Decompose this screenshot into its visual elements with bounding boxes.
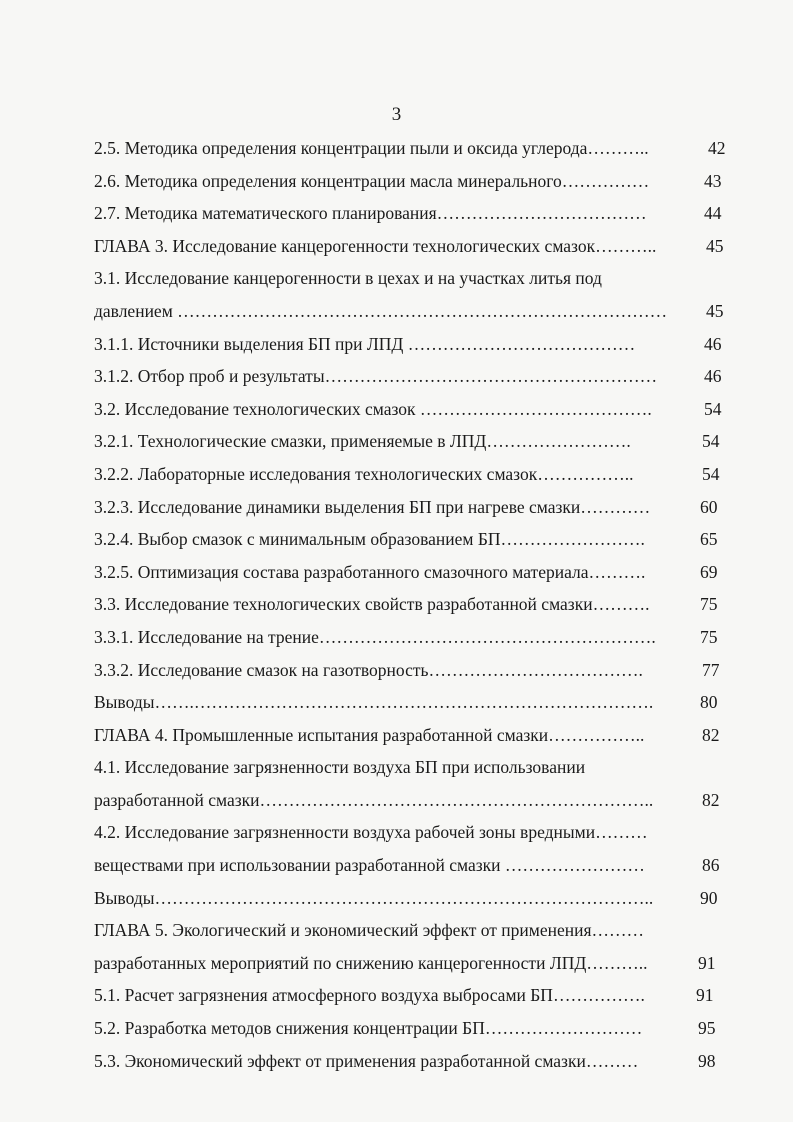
toc-entry-title: 3.2.4. Выбор смазок с минимальным образованием БП…………………….	[94, 529, 645, 550]
toc-entry-title: 3.3.1. Исследование на трение………………………………………………….	[94, 626, 656, 647]
toc-entry-page: 91	[696, 985, 714, 1006]
toc-entry-page: 54	[702, 463, 720, 484]
toc-entry	[94, 788, 734, 821]
toc-entry	[94, 495, 734, 528]
toc-entry-title: 5.3. Экономический эффект от применения разработанной смазки………	[94, 1050, 639, 1071]
toc-entry-title: ГЛАВА 3. Исследование канцерогенности технологических смазок………..	[94, 235, 657, 256]
toc-entry-page: 91	[698, 952, 716, 973]
toc-entry-page: 44	[704, 203, 722, 224]
toc-entry-page: 45	[706, 300, 724, 321]
toc-entry	[94, 462, 734, 495]
toc-entry-title: 5.1. Расчет загрязнения атмосферного воздуха выбросами БП…………….	[94, 985, 645, 1006]
toc-entry-title: 3.3. Исследование технологических свойств разработанной смазки……….	[94, 594, 650, 615]
toc-entry-page: 90	[700, 887, 718, 908]
toc-entry-title: 2.5. Методика определения концентрации пыли и оксида углерода………..	[94, 138, 649, 158]
toc-entry-page: 75	[700, 594, 718, 615]
toc-entry-title: 4.1. Исследование загрязненности воздуха БП при использовании	[94, 757, 586, 778]
toc-entry-page: 86	[702, 855, 720, 876]
toc-entry	[94, 592, 734, 625]
toc-entry-page: 77	[702, 659, 720, 680]
toc-entry-page: 69	[700, 561, 718, 582]
toc-entry	[94, 1049, 734, 1082]
toc-entry	[94, 332, 734, 365]
toc-entry	[94, 364, 734, 397]
toc-entry	[94, 266, 734, 299]
toc-entry	[94, 658, 734, 691]
toc-entry	[94, 136, 734, 169]
toc-entry	[94, 1016, 734, 1049]
toc-entry-page: 46	[704, 333, 722, 354]
toc-entry-title: 3.1. Исследование канцерогенности в цехах и на участках литья под	[94, 268, 602, 289]
toc-entry-title: 3.3.2. Исследование смазок на газотворность……………………………….	[94, 659, 643, 680]
toc-entry-title: 2.6. Методика определения концентрации масла минерального……………	[94, 170, 650, 191]
toc-entry-page: 45	[706, 235, 724, 256]
toc-entry-title: Выводы…………………………………………………………………………..	[94, 887, 654, 908]
toc-entry-title: разработанной смазки…………………………………………………………..	[94, 789, 654, 810]
toc-entry-page: 80	[700, 692, 718, 713]
toc-entry	[94, 886, 734, 919]
toc-entry-title: разработанных мероприятий по снижению канцерогенности ЛПД………..	[94, 952, 648, 973]
toc-entry	[94, 755, 734, 788]
page-number: 3	[391, 104, 402, 125]
toc-entry	[94, 299, 734, 332]
toc-entry-title: 3.2.1. Технологические смазки, применяемые в ЛПД…………………….	[94, 431, 631, 452]
toc-entry	[94, 527, 734, 560]
toc-entry-page: 46	[704, 366, 722, 387]
toc-entry	[94, 820, 734, 853]
toc-entry-page: 60	[700, 496, 718, 517]
toc-entry-page: 54	[702, 431, 720, 452]
toc-entry	[94, 201, 734, 234]
toc-entry-title: 5.2. Разработка методов снижения концентрации БП………………………	[94, 1018, 643, 1039]
toc-entry	[94, 983, 734, 1016]
toc-entry-page: 43	[704, 170, 722, 191]
toc-entry	[94, 169, 734, 202]
toc-entry	[94, 625, 734, 658]
toc-entry	[94, 560, 734, 593]
toc-entry-page: 75	[700, 626, 718, 647]
toc-entry-page: 82	[702, 789, 720, 810]
toc-entry-title: 3.1.2. Отбор проб и результаты…………………………………………………	[94, 366, 658, 387]
toc-entry-page: 98	[698, 1050, 716, 1071]
toc-entry-title: 3.2.2. Лабораторные исследования технологических смазок……………..	[94, 463, 634, 484]
toc-entry-title: веществами при использовании разработанной смазки ……………………	[94, 855, 645, 876]
toc-entry-title: 3.2.3. Исследование динамики выделения БП при нагреве смазки…………	[94, 496, 651, 517]
toc-entry-title: ГЛАВА 4. Промышленные испытания разработанной смазки……………..	[94, 724, 645, 745]
toc-entry	[94, 234, 734, 267]
toc-entry-title: Выводы…….…………………………………………………………………….	[94, 692, 654, 713]
toc-entry-title: 3.2. Исследование технологических смазок ………………………………….	[94, 398, 652, 419]
toc-entry-title: 3.2.5. Оптимизация состава разработанного смазочного материала……….	[94, 561, 646, 582]
toc-entry-title: ГЛАВА 5. Экологический и экономический эффект от применения………	[94, 920, 645, 941]
toc-entry-page: 42	[708, 138, 726, 158]
toc-entry	[94, 690, 734, 723]
toc-entry-page: 54	[704, 398, 722, 419]
toc-entry	[94, 918, 734, 951]
toc-entry-page: 95	[698, 1018, 716, 1039]
table-of-contents	[94, 136, 734, 1081]
toc-entry	[94, 853, 734, 886]
toc-entry-title: 3.1.1. Источники выделения БП при ЛПД …………………………………	[94, 333, 636, 354]
toc-entry-page: 65	[700, 529, 718, 550]
toc-entry	[94, 951, 734, 984]
toc-entry	[94, 429, 734, 462]
toc-entry-title: 4.2. Исследование загрязненности воздуха рабочей зоны вредными………	[94, 822, 648, 843]
toc-entry	[94, 723, 734, 756]
toc-entry-title: 2.7. Методика математического планирования………………………………	[94, 203, 647, 224]
toc-entry-title: давлением …………………………………………………………………………	[94, 300, 668, 321]
toc-entry	[94, 397, 734, 430]
toc-entry-page: 82	[702, 724, 720, 745]
